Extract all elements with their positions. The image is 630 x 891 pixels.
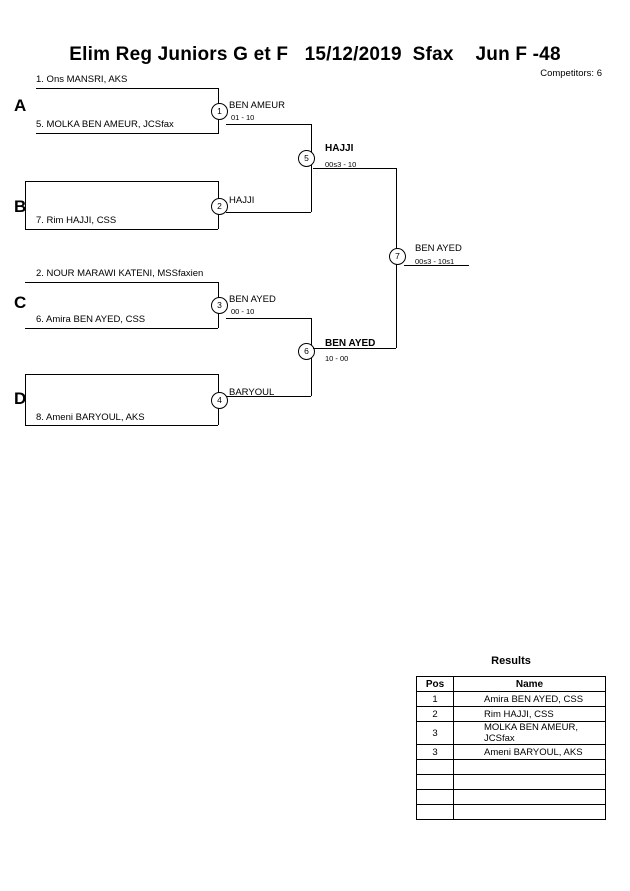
result-pos — [417, 790, 454, 805]
table-row — [417, 692, 606, 707]
match-number: 4 — [211, 392, 228, 409]
bracket-line — [226, 212, 311, 213]
column-header-pos: Pos — [417, 677, 454, 692]
group-letter-d: D — [14, 389, 27, 408]
match-score: 01 - 10 — [231, 113, 255, 122]
bracket-line — [25, 229, 218, 230]
result-name — [454, 790, 606, 805]
column-header-name: Name — [454, 677, 606, 692]
match-score: 00 - 10 — [231, 307, 255, 316]
match-number: 3 — [211, 297, 228, 314]
match-score: 10 - 00 — [325, 354, 349, 363]
match-winner: BEN AYED — [325, 338, 376, 349]
table-row — [417, 722, 606, 745]
result-pos: 1 — [417, 692, 454, 707]
bracket-line — [25, 181, 218, 182]
result-pos — [417, 805, 454, 820]
result-name: Rim HAJJI, CSS — [454, 707, 606, 722]
table-row — [417, 760, 606, 775]
entrant-label: 5. MOLKA BEN AMEUR, JCSfax — [36, 119, 174, 130]
match-winner: BEN AMEUR — [229, 100, 285, 111]
match-score: 00s3 - 10 — [325, 160, 357, 169]
result-pos: 3 — [417, 722, 454, 745]
result-name — [454, 775, 606, 790]
page-title: Elim Reg Juniors G et F 15/12/2019 Sfax Jun F -48 — [69, 44, 561, 65]
group-letter-c: C — [14, 293, 27, 312]
match-winner: HAJJI — [325, 143, 354, 154]
match-number: 7 — [389, 248, 406, 265]
table-header-row — [417, 677, 606, 692]
entrant-label: 8. Ameni BARYOUL, AKS — [36, 412, 145, 423]
result-name: Amira BEN AYED, CSS — [454, 692, 606, 707]
match-number: 1 — [211, 103, 228, 120]
bracket-line — [25, 374, 26, 425]
bracket-line — [226, 124, 311, 125]
match-winner: BEN AYED — [229, 294, 276, 305]
results-table — [416, 676, 606, 820]
results-title: Results — [491, 655, 531, 667]
entrant-label: 6. Amira BEN AYED, CSS — [36, 314, 146, 325]
bracket-line — [25, 374, 218, 375]
group-letter-a: A — [14, 96, 27, 115]
result-pos: 3 — [417, 745, 454, 760]
table-row — [417, 790, 606, 805]
result-name — [454, 760, 606, 775]
result-pos — [417, 760, 454, 775]
match-winner: BEN AYED — [415, 243, 462, 254]
match-winner: HAJJI — [229, 195, 255, 206]
match-number: 2 — [211, 198, 228, 215]
result-pos — [417, 775, 454, 790]
match-number: 6 — [298, 343, 315, 360]
bracket-line — [311, 124, 312, 212]
result-pos: 2 — [417, 707, 454, 722]
match-winner: BARYOUL — [229, 387, 275, 398]
entrant-label: 7. Rim HAJJI, CSS — [36, 215, 117, 226]
group-letter-b: B — [14, 197, 27, 216]
table-row — [417, 775, 606, 790]
result-name: MOLKA BEN AMEUR, JCSfax — [454, 722, 606, 745]
bracket-line — [25, 181, 26, 229]
match-number: 5 — [298, 150, 315, 167]
bracket-line — [25, 425, 218, 426]
competitors-count: Competitors: 6 — [540, 68, 602, 79]
table-row — [417, 805, 606, 820]
table-row — [417, 707, 606, 722]
entrant-label: 1. Ons MANSRI, AKS — [36, 74, 128, 85]
bracket-line — [226, 318, 311, 319]
match-score: 00s3 - 10s1 — [415, 257, 455, 266]
bracket-line — [25, 282, 218, 283]
bracket-line — [25, 328, 218, 329]
bracket-line — [36, 88, 218, 89]
table-row — [417, 745, 606, 760]
bracket-line — [36, 133, 218, 134]
entrant-label: 2. NOUR MARAWI KATENI, MSSfaxien — [36, 268, 204, 279]
result-name: Ameni BARYOUL, AKS — [454, 745, 606, 760]
result-name — [454, 805, 606, 820]
